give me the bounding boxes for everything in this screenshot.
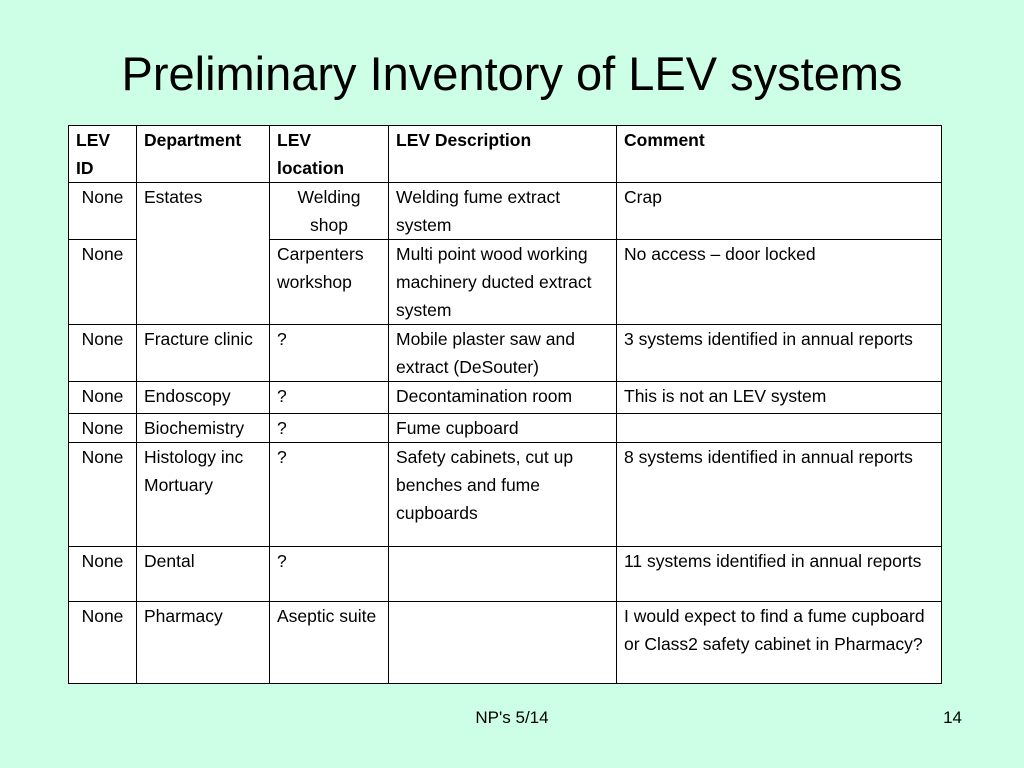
header-lev-description: LEV Description (389, 126, 617, 183)
cell-description: Decontamination room (389, 382, 617, 414)
cell-description: Welding fume extract system (389, 183, 617, 240)
cell-department: Endoscopy (137, 382, 270, 414)
cell-location: Welding shop (270, 183, 389, 240)
table-row (69, 443, 942, 547)
table-row (69, 325, 942, 382)
cell-lev-id: None (69, 414, 137, 443)
cell-department: Pharmacy (137, 602, 270, 684)
cell-description: Multi point wood working machinery ducted extract system (389, 240, 617, 325)
table-row (69, 183, 942, 240)
table-row (69, 414, 942, 443)
cell-department: Dental (137, 547, 270, 602)
header-department: Department (137, 126, 270, 183)
cell-location: Carpenters workshop (270, 240, 389, 325)
cell-description: Mobile plaster saw and extract (DeSouter) (389, 325, 617, 382)
cell-location: ? (270, 414, 389, 443)
cell-lev-id: None (69, 325, 137, 382)
cell-lev-id: None (69, 602, 137, 684)
cell-lev-id: None (69, 547, 137, 602)
cell-lev-id: None (69, 443, 137, 547)
cell-comment: No access – door locked (617, 240, 942, 325)
footer-text: NP's 5/14 (475, 708, 549, 727)
slide-title: Preliminary Inventory of LEV systems (121, 47, 903, 100)
table-row (69, 382, 942, 414)
cell-comment: 3 systems identified in annual reports (617, 325, 942, 382)
cell-comment: Crap (617, 183, 942, 240)
table-header-row (69, 126, 942, 183)
cell-location: Aseptic suite (270, 602, 389, 684)
cell-location: ? (270, 547, 389, 602)
cell-lev-id: None (69, 240, 137, 325)
table-row (69, 602, 942, 684)
cell-location: ? (270, 382, 389, 414)
cell-description: Safety cabinets, cut up benches and fume cupboards (389, 443, 617, 547)
cell-location: ? (270, 443, 389, 547)
cell-comment (617, 414, 942, 443)
cell-comment: I would expect to find a fume cupboard or Class2 safety cabinet in Pharmacy? (617, 602, 942, 684)
cell-location: ? (270, 325, 389, 382)
header-lev-id: LEV ID (69, 126, 137, 183)
cell-department: Biochemistry (137, 414, 270, 443)
cell-comment: 11 systems identified in annual reports (617, 547, 942, 602)
cell-description (389, 602, 617, 684)
table-row (69, 547, 942, 602)
header-comment: Comment (617, 126, 942, 183)
cell-department: Histology inc Mortuary (137, 443, 270, 547)
header-lev-location: LEV location (270, 126, 389, 183)
cell-department: Estates (137, 183, 270, 325)
cell-comment: 8 systems identified in annual reports (617, 443, 942, 547)
lev-inventory-table (68, 125, 942, 684)
slide-number: 14 (943, 708, 962, 727)
cell-comment: This is not an LEV system (617, 382, 942, 414)
cell-lev-id: None (69, 382, 137, 414)
cell-department: Fracture clinic (137, 325, 270, 382)
cell-description (389, 547, 617, 602)
cell-lev-id: None (69, 183, 137, 240)
cell-description: Fume cupboard (389, 414, 617, 443)
